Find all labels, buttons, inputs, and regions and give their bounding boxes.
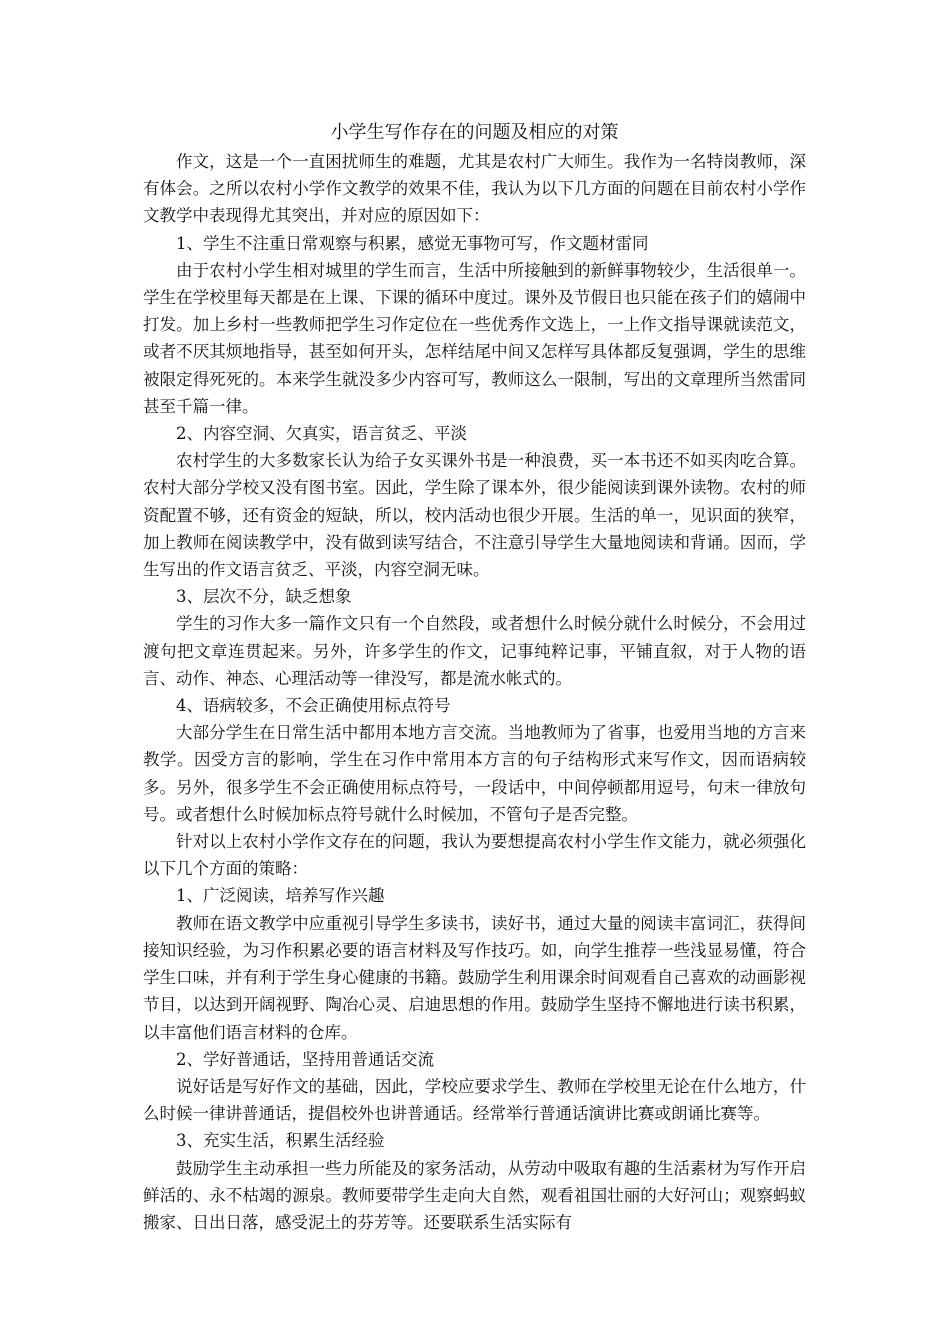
paragraph: 针对以上农村小学作文存在的问题，我认为要想提高农村小学生作文能力，就必须强化以下几个方面的策略： <box>143 832 806 879</box>
document-page <box>143 118 806 1236</box>
section-heading: 3、充实生活，积累生活经验 <box>176 1131 385 1151</box>
paragraph: 鼓励学生主动承担一些力所能及的家务活动，从劳动中吸取有趣的生活素材为写作开启鲜活的、永不枯竭的源泉。教师要带学生走向大自然，观看祖国壮丽的大好河山；观察蚂蚁搬家、日出日落，感受泥土的芬芳等。还要联系生活实际有 <box>143 1158 806 1232</box>
section-heading: 1、广泛阅读，培养写作兴趣 <box>176 886 385 906</box>
document-title: 小学生写作存在的问题及相应的对策 <box>330 122 619 143</box>
section-heading: 3、层次不分，缺乏想象 <box>176 587 352 607</box>
paragraph: 说好话是写好作文的基础，因此，学校应要求学生、教师在学校里无论在什么地方，什么时候一律讲普通话，提倡校外也讲普通话。经常举行普通话演讲比赛或朗诵比赛等。 <box>143 1076 806 1124</box>
section-heading: 1、学生不注重日常观察与积累，感觉无事物可写，作文题材雷同 <box>176 233 649 253</box>
paragraph: 大部分学生在日常生活中都用本地方言交流。当地教师为了省事，也爱用当地的方言来教学。因受方言的影响，学生在习作中常用本方言的句子结构形式来写作文，因而语病较多。另外，很多学生不会正确使用标点符号，一段话中，中间停顿都用逗号，句末一律放句号。或者想什么时候加标点符号就什么时候加，不管句子是否完整。 <box>143 723 806 824</box>
paragraph: 农村学生的大多数家长认为给子女买课外书是一种浪费，买一本书还不如买肉吃合算。农村大部分学校又没有图书室。因此，学生除了课本外，很少能阅读到课外读物。农村的师资配置不够，还有资金的短缺，所以，校内活动也很少开展。生活的单一，见识面的狭窄，加上教师在阅读教学中，没有做到读写结合，不注意引导学生大量地阅读和背诵。因而，学生写出的作文语言贫乏、平淡，内容空洞无味。 <box>143 451 806 580</box>
section-heading: 2、学好普通话，坚持用普通话交流 <box>176 1049 434 1069</box>
section-heading: 4、语病较多，不会正确使用标点符号 <box>176 696 451 716</box>
section-heading: 2、内容空洞、欠真实，语言贫乏、平淡 <box>176 424 467 444</box>
paragraph: 由于农村小学生相对城里的学生而言，生活中所接触到的新鲜事物较少，生活很单一。学生在学校里每天都是在上课、下课的循环中度过。课外及节假日也只能在孩子们的嬉闹中打发。加上乡村一些教师把学生习作定位在一些优秀作文选上，一上作文指导课就读范文，或者不厌其烦地指导，甚至如何开头，怎样结尾中间又怎样写具体都反复强调，学生的思维被限定得死死的。本来学生就没多少内容可写，教师这么一限制，写出的文章理所当然雷同甚至千篇一律。 <box>143 260 806 416</box>
paragraph: 教师在语文教学中应重视引导学生多读书，读好书，通过大量的阅读丰富词汇，获得间接知识经验，为习作积累必要的语言材料及写作技巧。如，向学生推荐一些浅显易懂，符合学生口味，并有利于学生身心健康的书籍。鼓励学生利用课余时间观看自己喜欢的动画影视节目，以达到开阔视野、陶冶心灵、启迪思想的作用。鼓励学生坚持不懈地进行读书积累，以丰富他们语言材料的仓库。 <box>143 913 806 1042</box>
paragraph: 作文，这是一个一直困扰师生的难题，尤其是农村广大师生。我作为一名特岗教师，深有体会。之所以农村小学作文教学的效果不佳，我认为以下几方面的问题在目前农村小学作文教学中表现得尤其突出，并对应的原因如下： <box>143 152 806 226</box>
paragraph: 学生的习作大多一篇作文只有一个自然段，或者想什么时候分就什么时候分，不会用过渡句把文章连贯起来。另外，许多学生的作文，记事纯粹记事，平铺直叙，对于人物的语言、动作、神态、心理活动等一律没写，都是流水帐式的。 <box>143 614 806 688</box>
